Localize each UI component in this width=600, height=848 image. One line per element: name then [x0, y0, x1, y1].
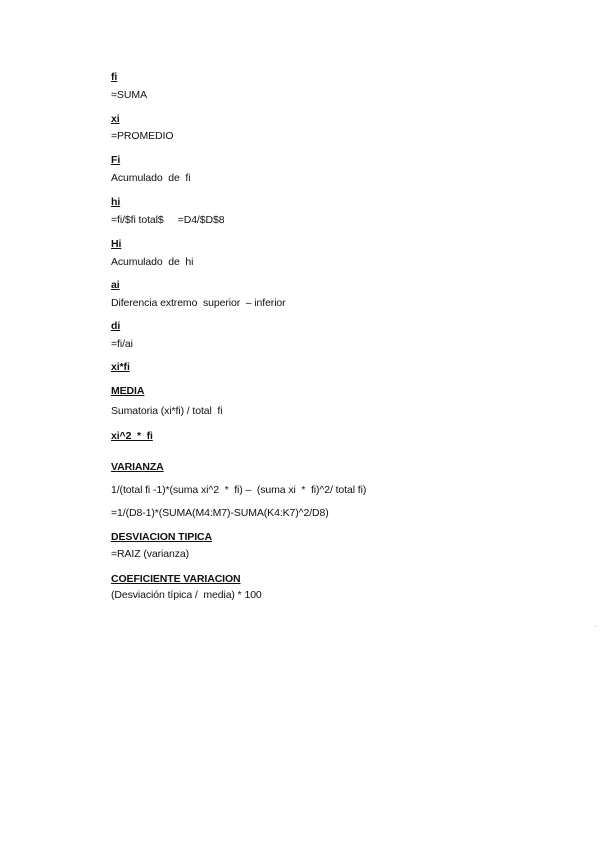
- di-heading: di: [111, 320, 121, 332]
- fi-formula: =SUMA: [111, 89, 147, 101]
- xi-heading: xi: [111, 113, 120, 125]
- desviacion-tipica-formula: =RAIZ (varianza): [111, 548, 190, 560]
- coeficiente-variacion-formula: (Desviación típica / media) * 100: [111, 589, 262, 601]
- edge-mark-icon: ·: [594, 622, 597, 631]
- media-formula: Sumatoria (xi*fi) / total fi: [111, 405, 223, 417]
- fi-heading: fi: [111, 71, 118, 83]
- varianza-heading: VARIANZA: [111, 461, 164, 473]
- ai-description: Diferencia extremo superior – inferior: [111, 297, 286, 309]
- ai-heading: ai: [111, 279, 120, 291]
- Hi-description: Acumulado de hi: [111, 256, 194, 268]
- Fi-description: Acumulado de fi: [111, 172, 191, 184]
- Hi-heading: Hi: [111, 238, 122, 250]
- hi-heading: hi: [111, 196, 121, 208]
- xifi-heading: xi*fi: [111, 361, 130, 373]
- media-heading: MEDIA: [111, 385, 145, 397]
- di-formula: =fi/ai: [111, 338, 133, 350]
- desviacion-tipica-heading: DESVIACION TIPICA: [111, 531, 212, 543]
- xi2fi-heading: xi^2 * fi: [111, 430, 153, 442]
- hi-formula: =fi/$fi total$ =D4/$D$8: [111, 214, 225, 226]
- Fi-heading: Fi: [111, 154, 121, 166]
- xi-formula: =PROMEDIO: [111, 130, 174, 142]
- varianza-formula: 1/(total fi -1)*(suma xi^2 * fi) – (suma xi * fi)^2/ total fi): [111, 484, 367, 496]
- varianza-excel-formula: =1/(D8-1)*(SUMA(M4:M7)-SUMA(K4:K7)^2/D8): [111, 507, 329, 519]
- coeficiente-variacion-heading: COEFICIENTE VARIACION: [111, 573, 241, 585]
